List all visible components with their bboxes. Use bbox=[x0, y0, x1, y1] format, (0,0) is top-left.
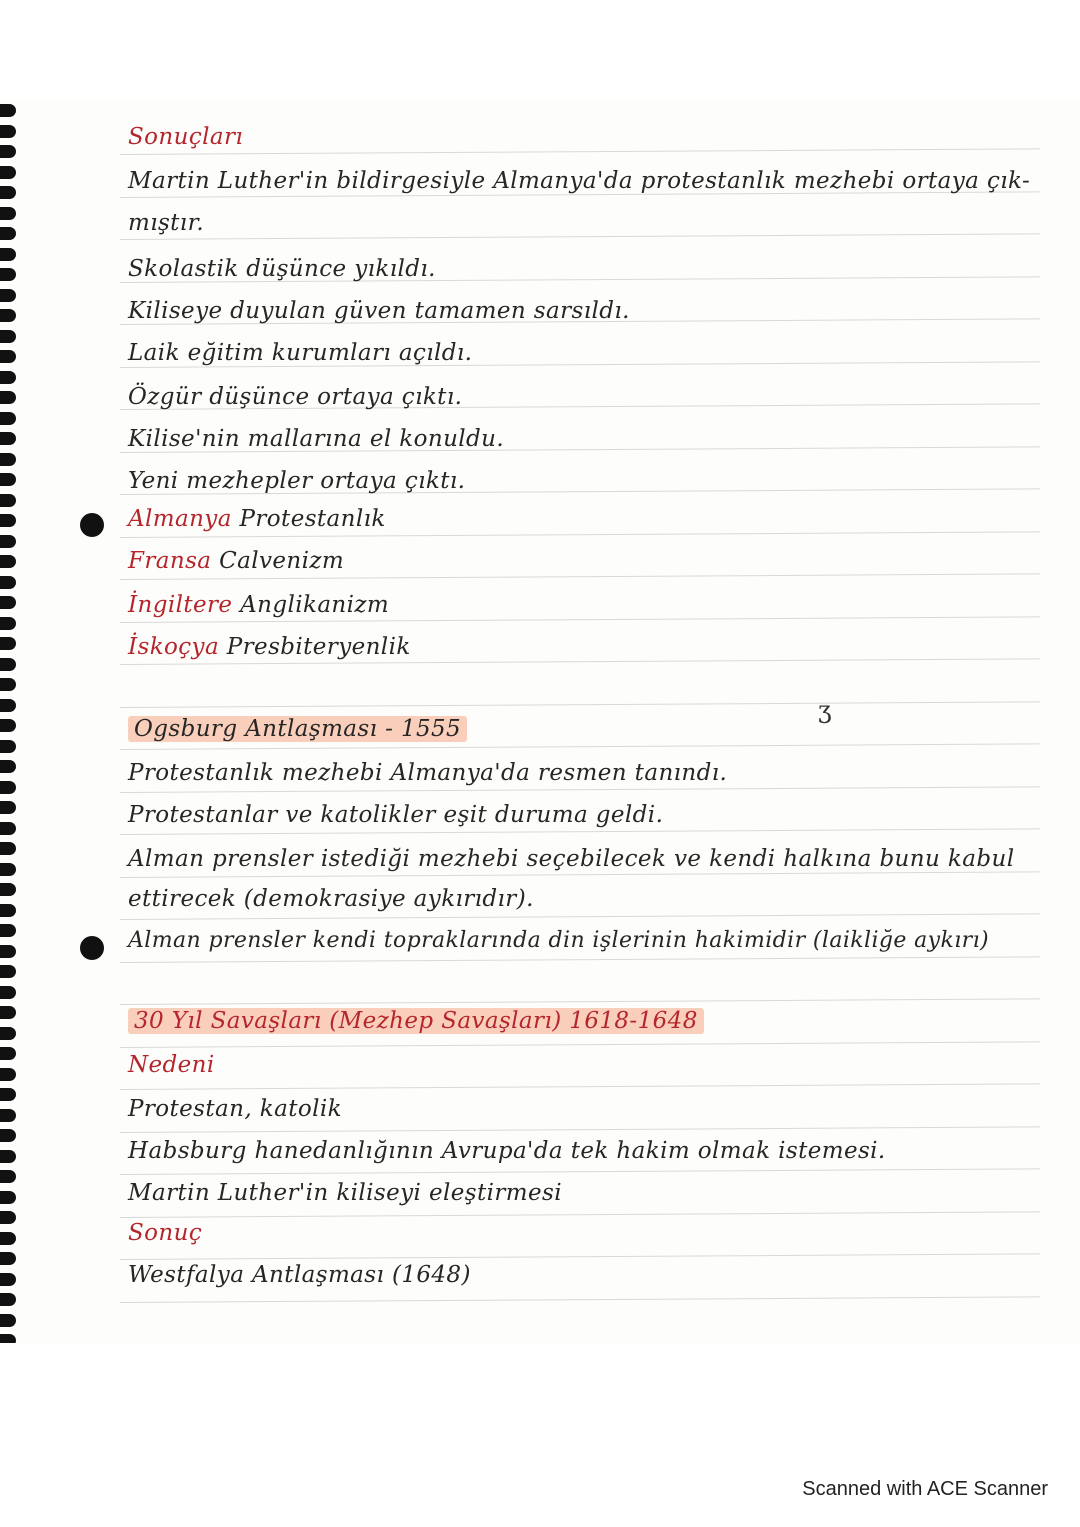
spiral-hole bbox=[0, 637, 16, 650]
notebook-page bbox=[0, 98, 1080, 1343]
spiral-hole bbox=[0, 740, 16, 753]
ruled-line bbox=[120, 1126, 1040, 1133]
ruled-line bbox=[120, 233, 1040, 240]
highlighted-heading: Ogsburg Antlaşması - 1555 bbox=[128, 716, 467, 742]
spiral-hole bbox=[0, 514, 16, 527]
scanner-watermark: Scanned with ACE Scanner bbox=[802, 1478, 1048, 1500]
spiral-binding bbox=[0, 98, 26, 1343]
note-line: Habsburg hanedanlığının Avrupa'da tek hakim olmak istemesi. bbox=[128, 1138, 886, 1164]
spiral-hole bbox=[0, 1047, 16, 1060]
ruled-line bbox=[120, 913, 1040, 920]
note-line: Skolastik düşünce yıkıldı. bbox=[128, 256, 436, 282]
sect-name: Anglikanizm bbox=[240, 592, 390, 618]
note-line: Kilise'nin mallarına el konuldu. bbox=[128, 426, 505, 452]
spiral-hole bbox=[0, 1109, 16, 1122]
spiral-hole bbox=[0, 1027, 16, 1040]
spiral-hole bbox=[0, 1150, 16, 1163]
sect-name: Protestanlık bbox=[239, 506, 386, 532]
spiral-hole bbox=[0, 207, 16, 220]
heading-ogsburg bbox=[128, 716, 467, 742]
ruled-line bbox=[120, 701, 1040, 708]
spiral-hole bbox=[0, 1293, 16, 1306]
spiral-hole bbox=[0, 145, 16, 158]
note-line: Alman prensler istediği mezhebi seçebilecek ve kendi halkına bunu kabul bbox=[128, 846, 1015, 872]
spiral-hole bbox=[0, 801, 16, 814]
spiral-hole bbox=[0, 432, 16, 445]
spiral-hole bbox=[0, 1232, 16, 1245]
spiral-hole bbox=[0, 453, 16, 466]
spiral-hole bbox=[0, 555, 16, 568]
spiral-hole bbox=[0, 822, 16, 835]
note-line: Alman prensler kendi topraklarında din işlerinin hakimidir (laikliğe aykırı) bbox=[128, 928, 990, 953]
ruled-line bbox=[120, 1253, 1040, 1260]
ruled-line bbox=[120, 743, 1040, 750]
note-line: Westfalya Antlaşması (1648) bbox=[128, 1262, 471, 1288]
spiral-hole bbox=[0, 658, 16, 671]
bullet-dot bbox=[80, 936, 104, 960]
spiral-hole bbox=[0, 1129, 16, 1142]
spiral-hole bbox=[0, 596, 16, 609]
spiral-hole bbox=[0, 986, 16, 999]
spiral-hole bbox=[0, 473, 16, 486]
ruled-line bbox=[120, 148, 1040, 155]
ruled-line bbox=[120, 956, 1040, 963]
spiral-hole bbox=[0, 391, 16, 404]
spiral-hole bbox=[0, 1191, 16, 1204]
ruled-line bbox=[120, 1083, 1040, 1090]
spiral-hole bbox=[0, 350, 16, 363]
sect-country: İngiltere bbox=[128, 592, 233, 618]
label-sonuc: Sonuç bbox=[128, 1220, 203, 1246]
note-line: ettirecek (demokrasiye aykırıdır). bbox=[128, 886, 534, 912]
spiral-hole bbox=[0, 166, 16, 179]
label-nedeni: Nedeni bbox=[128, 1052, 215, 1078]
ruled-line bbox=[120, 1296, 1040, 1303]
spiral-hole bbox=[0, 678, 16, 691]
ruled-line bbox=[120, 1041, 1040, 1048]
ruled-line bbox=[120, 786, 1040, 793]
spiral-hole bbox=[0, 268, 16, 281]
note-line: Protestanlar ve katolikler eşit duruma geldi. bbox=[128, 802, 664, 828]
note-line: Protestan, katolik bbox=[128, 1096, 342, 1122]
spiral-hole bbox=[0, 1273, 16, 1286]
spiral-hole bbox=[0, 1088, 16, 1101]
spiral-hole bbox=[0, 104, 16, 117]
spiral-hole bbox=[0, 1170, 16, 1183]
spiral-hole bbox=[0, 842, 16, 855]
note-line: Protestanlık mezhebi Almanya'da resmen tanındı. bbox=[128, 760, 728, 786]
spiral-hole bbox=[0, 699, 16, 712]
spiral-hole bbox=[0, 125, 16, 138]
sect-country: İskoçya bbox=[128, 634, 220, 660]
spiral-hole bbox=[0, 1252, 16, 1265]
sect-row-ingiltere bbox=[128, 592, 389, 618]
sect-name: Calvenizm bbox=[219, 548, 345, 574]
ruled-line bbox=[120, 1211, 1040, 1218]
spiral-hole bbox=[0, 248, 16, 261]
heading-sonuclari: Sonuçları bbox=[128, 124, 244, 150]
note-line: Yeni mezhepler ortaya çıktı. bbox=[128, 468, 466, 494]
spiral-hole bbox=[0, 535, 16, 548]
spiral-hole bbox=[0, 309, 16, 322]
spiral-hole bbox=[0, 945, 16, 958]
spiral-hole bbox=[0, 760, 16, 773]
spiral-hole bbox=[0, 617, 16, 630]
spiral-hole bbox=[0, 924, 16, 937]
spiral-hole bbox=[0, 1314, 16, 1327]
spiral-hole bbox=[0, 186, 16, 199]
sect-country: Fransa bbox=[128, 548, 212, 574]
spiral-hole bbox=[0, 863, 16, 876]
highlighted-heading: 30 Yıl Savaşları (Mezhep Savaşları) 1618-1648 bbox=[128, 1008, 704, 1034]
spiral-hole bbox=[0, 371, 16, 384]
ruled-line bbox=[120, 998, 1040, 1005]
spiral-hole bbox=[0, 883, 16, 896]
spiral-hole bbox=[0, 781, 16, 794]
note-line: Özgür düşünce ortaya çıktı. bbox=[128, 384, 463, 410]
spiral-hole bbox=[0, 412, 16, 425]
spiral-hole bbox=[0, 494, 16, 507]
note-line: mıştır. bbox=[128, 210, 205, 236]
spiral-hole bbox=[0, 1334, 16, 1343]
spiral-hole bbox=[0, 1211, 16, 1224]
spiral-hole bbox=[0, 576, 16, 589]
sect-name: Presbiteryenlik bbox=[226, 634, 411, 660]
pen-mark: ʒ bbox=[818, 696, 832, 724]
note-line: Laik eğitim kurumları açıldı. bbox=[128, 340, 473, 366]
spiral-hole bbox=[0, 1068, 16, 1081]
sect-country: Almanya bbox=[128, 506, 232, 532]
spiral-hole bbox=[0, 330, 16, 343]
ruled-line bbox=[120, 1168, 1040, 1175]
ruled-line bbox=[120, 573, 1040, 580]
spiral-hole bbox=[0, 904, 16, 917]
spiral-hole bbox=[0, 719, 16, 732]
spiral-hole bbox=[0, 289, 16, 302]
ruled-line bbox=[120, 828, 1040, 835]
sect-row-fransa bbox=[128, 548, 344, 574]
note-line: Martin Luther'in bildirgesiyle Almanya'da protestanlık mezhebi ortaya çık- bbox=[128, 168, 1031, 194]
sect-row-iskocya bbox=[128, 634, 411, 660]
bullet-dot bbox=[80, 513, 104, 537]
note-line: Martin Luther'in kiliseyi eleştirmesi bbox=[128, 1180, 562, 1206]
heading-otuz-yil bbox=[128, 1008, 704, 1034]
spiral-hole bbox=[0, 227, 16, 240]
spiral-hole bbox=[0, 1006, 16, 1019]
spiral-hole bbox=[0, 965, 16, 978]
note-line: Kiliseye duyulan güven tamamen sarsıldı. bbox=[128, 298, 630, 324]
sect-row-almanya bbox=[128, 506, 386, 532]
